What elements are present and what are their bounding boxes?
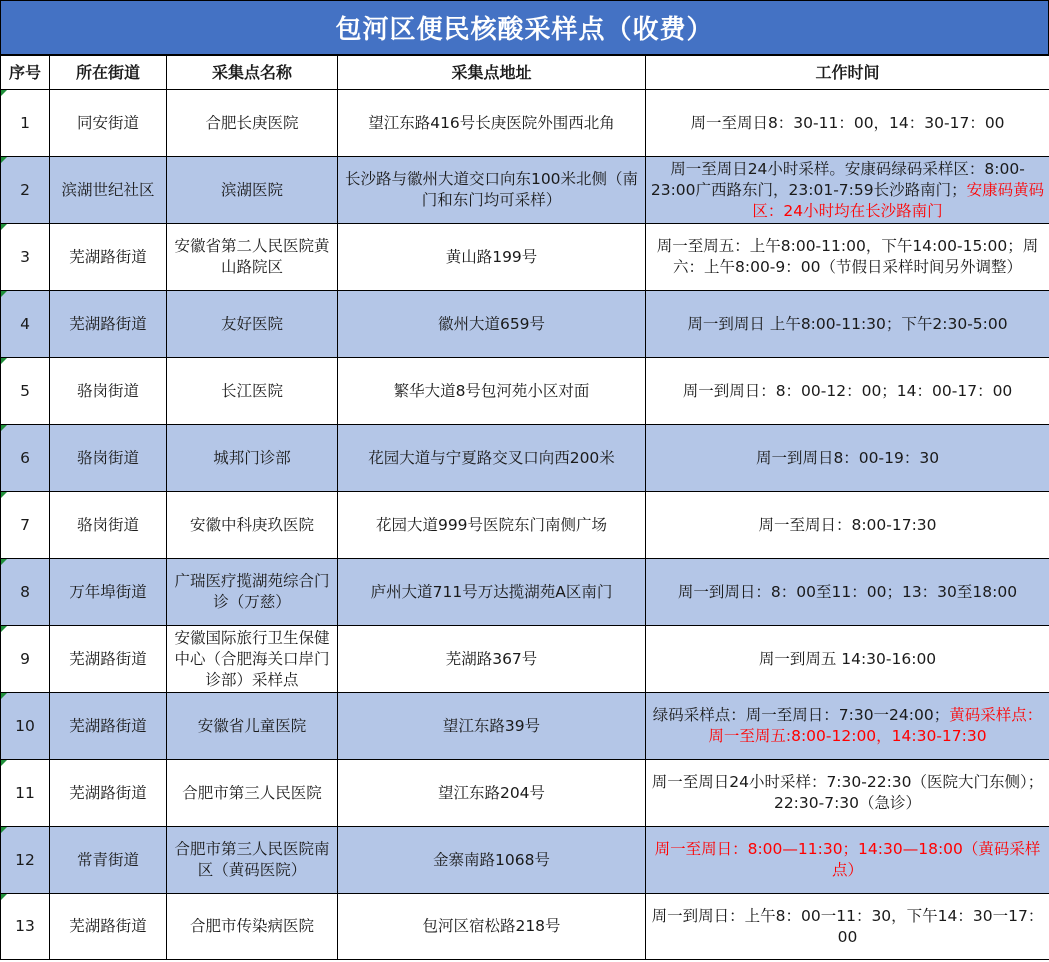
work-time-normal: 周一至周五：上午8:00-11:00，下午14:00-15:00；周六：上午8:00-9：00（节假日采样时间另外调整） bbox=[656, 237, 1039, 276]
cell-marker-icon bbox=[1, 157, 7, 163]
cell-name-text: 长江医院 bbox=[220, 381, 283, 400]
cell-street-text: 常青街道 bbox=[76, 850, 139, 869]
cell-name[interactable] bbox=[167, 90, 338, 157]
work-time-normal: 周一到周日 上午8:00-11:30；下午2:30-5:00 bbox=[687, 314, 1008, 333]
cell-street-text: 芜湖路街道 bbox=[69, 716, 147, 735]
cell-no-text: 4 bbox=[20, 314, 30, 333]
cell-street[interactable] bbox=[50, 492, 167, 559]
cell-marker-icon bbox=[1, 626, 7, 632]
cell-address-text: 芜湖路367号 bbox=[445, 649, 538, 668]
cell-no[interactable] bbox=[1, 224, 50, 291]
cell-name-text: 合肥市传染病医院 bbox=[189, 917, 314, 935]
cell-street-text: 骆岗街道 bbox=[76, 448, 139, 467]
cell-no-text: 5 bbox=[20, 381, 30, 400]
table-row bbox=[1, 693, 1049, 760]
table-row bbox=[1, 157, 1049, 224]
cell-street-text: 芜湖路街道 bbox=[69, 649, 147, 668]
cell-address[interactable] bbox=[338, 224, 646, 291]
cell-address[interactable] bbox=[338, 693, 646, 760]
cell-street[interactable] bbox=[50, 291, 167, 358]
cell-name-text: 安徽中科庚玖医院 bbox=[189, 515, 314, 534]
cell-name[interactable] bbox=[167, 358, 338, 425]
cell-no-text: 6 bbox=[20, 448, 30, 467]
cell-work-time[interactable] bbox=[646, 492, 1049, 559]
cell-marker-icon bbox=[1, 827, 7, 833]
cell-address-text: 繁华大道8号包河苑小区对面 bbox=[393, 381, 590, 400]
cell-no[interactable] bbox=[1, 358, 50, 425]
cell-work-time[interactable] bbox=[646, 358, 1049, 425]
cell-work-time[interactable] bbox=[646, 760, 1049, 827]
cell-address[interactable] bbox=[338, 157, 646, 224]
work-time-text bbox=[650, 582, 1045, 603]
cell-marker-icon bbox=[1, 894, 7, 900]
cell-work-time[interactable] bbox=[646, 559, 1049, 626]
cell-address[interactable] bbox=[338, 291, 646, 358]
work-time-text bbox=[650, 705, 1045, 747]
work-time-normal: 周一到周日：上午8：00一11：30，下午14：30一17：00 bbox=[651, 906, 1044, 946]
cell-street-text: 骆岗街道 bbox=[76, 515, 139, 534]
work-time-highlight: 周一至周日：8:00—11:30；14:30—18:00（黄码采样点） bbox=[654, 840, 1041, 879]
cell-street-text: 芜湖路街道 bbox=[69, 917, 147, 935]
table-row bbox=[1, 827, 1049, 894]
cell-address-text: 徽州大道659号 bbox=[437, 314, 546, 333]
cell-address[interactable] bbox=[338, 626, 646, 693]
header-row bbox=[1, 56, 1049, 90]
table-row bbox=[1, 90, 1049, 157]
table-row bbox=[1, 894, 1049, 960]
header-name[interactable]: 采集点名称 bbox=[167, 56, 338, 90]
cell-no-text: 10 bbox=[15, 716, 35, 735]
cell-street[interactable] bbox=[50, 827, 167, 894]
cell-street-text: 同安街道 bbox=[76, 113, 139, 132]
cell-name[interactable] bbox=[167, 291, 338, 358]
cell-work-time[interactable] bbox=[646, 626, 1049, 693]
cell-no[interactable] bbox=[1, 559, 50, 626]
cell-name[interactable] bbox=[167, 894, 338, 960]
cell-address-text: 庐州大道711号万达揽湖苑A区南门 bbox=[370, 582, 613, 601]
cell-no[interactable] bbox=[1, 90, 50, 157]
cell-name-text: 安徽省儿童医院 bbox=[197, 716, 307, 735]
cell-work-time[interactable] bbox=[646, 90, 1049, 157]
cell-address[interactable] bbox=[338, 425, 646, 492]
cell-name[interactable] bbox=[167, 425, 338, 492]
cell-address[interactable] bbox=[338, 358, 646, 425]
work-time-text bbox=[650, 448, 1045, 469]
cell-no-text: 9 bbox=[20, 649, 30, 668]
cell-no[interactable] bbox=[1, 157, 50, 224]
cell-name-text: 滨湖医院 bbox=[220, 180, 283, 199]
cell-street[interactable] bbox=[50, 90, 167, 157]
cell-name-text: 广瑞医疗揽湖苑综合门诊（万慈） bbox=[174, 572, 330, 611]
cell-work-time[interactable] bbox=[646, 425, 1049, 492]
work-time-normal: 周一到周日：8：00-12：00；14：00-17：00 bbox=[682, 381, 1013, 400]
cell-name[interactable] bbox=[167, 626, 338, 693]
cell-address-text: 包河区宿松路218号 bbox=[422, 917, 561, 935]
work-time-text bbox=[650, 515, 1045, 536]
cell-street[interactable] bbox=[50, 157, 167, 224]
cell-no-text: 7 bbox=[20, 515, 30, 534]
cell-work-time[interactable] bbox=[646, 224, 1049, 291]
cell-street-text: 芜湖路街道 bbox=[69, 783, 147, 802]
work-time-text bbox=[650, 314, 1045, 335]
cell-address-text: 长沙路与徽州大道交口向东100米北侧（南门和东门均可采样） bbox=[344, 170, 639, 209]
cell-no-text: 3 bbox=[20, 247, 30, 266]
cell-work-time[interactable] bbox=[646, 291, 1049, 358]
cell-address[interactable] bbox=[338, 90, 646, 157]
cell-name[interactable] bbox=[167, 693, 338, 760]
work-time-text bbox=[650, 236, 1045, 278]
work-time-highlight: 黄码采样点：周一至周五:8:00-12:00，14:30-17:30 bbox=[708, 706, 1043, 745]
cell-address-text: 黄山路199号 bbox=[445, 247, 538, 266]
cell-name[interactable] bbox=[167, 224, 338, 291]
cell-street[interactable] bbox=[50, 425, 167, 492]
cell-marker-icon bbox=[1, 693, 7, 699]
cell-address[interactable] bbox=[338, 559, 646, 626]
sheet-title[interactable]: 包河区便民核酸采样点（收费） bbox=[0, 0, 1049, 55]
cell-work-time[interactable] bbox=[646, 894, 1049, 960]
work-time-text bbox=[650, 159, 1045, 222]
cell-no[interactable] bbox=[1, 894, 50, 960]
cell-street[interactable] bbox=[50, 358, 167, 425]
cell-no[interactable] bbox=[1, 827, 50, 894]
cell-name-text: 合肥长庚医院 bbox=[205, 113, 299, 132]
work-time-text bbox=[650, 772, 1045, 814]
cell-address-text: 花园大道999号医院东门南侧广场 bbox=[375, 515, 608, 534]
cell-name[interactable] bbox=[167, 827, 338, 894]
cell-name[interactable] bbox=[167, 760, 338, 827]
cell-no[interactable] bbox=[1, 626, 50, 693]
cell-street[interactable] bbox=[50, 626, 167, 693]
cell-street-text: 骆岗街道 bbox=[76, 381, 139, 400]
cell-no-text: 13 bbox=[15, 917, 35, 935]
cell-no[interactable] bbox=[1, 760, 50, 827]
cell-street-text: 芜湖路街道 bbox=[69, 314, 147, 333]
cell-address-text: 花园大道与宁夏路交叉口向西200米 bbox=[368, 448, 615, 467]
work-time-text bbox=[650, 839, 1045, 881]
work-time-normal: 周一至周日24小时采样：7:30-22:30（医院大门东侧）；22:30-7:30（急诊） bbox=[651, 773, 1044, 812]
cell-no[interactable] bbox=[1, 492, 50, 559]
header-address[interactable]: 采集点地址 bbox=[338, 56, 646, 90]
cell-no-text: 12 bbox=[15, 850, 35, 869]
cell-address-text: 望江东路416号长庚医院外围西北角 bbox=[368, 113, 615, 132]
cell-address[interactable] bbox=[338, 827, 646, 894]
cell-no[interactable] bbox=[1, 425, 50, 492]
table-row bbox=[1, 425, 1049, 492]
cell-street[interactable] bbox=[50, 559, 167, 626]
work-time-text bbox=[650, 113, 1045, 134]
header-no[interactable]: 序号 bbox=[1, 56, 50, 90]
cell-address[interactable] bbox=[338, 760, 646, 827]
cell-no[interactable] bbox=[1, 693, 50, 760]
cell-street-text: 滨湖世纪社区 bbox=[61, 180, 155, 199]
cell-name-text: 安徽省第二人民医院黄山路院区 bbox=[174, 237, 330, 276]
cell-street-text: 芜湖路街道 bbox=[69, 247, 147, 266]
cell-marker-icon bbox=[1, 760, 7, 766]
cell-work-time[interactable] bbox=[646, 827, 1049, 894]
cell-no-text: 8 bbox=[20, 582, 30, 601]
work-time-text bbox=[650, 381, 1045, 402]
cell-address-text: 望江东路204号 bbox=[437, 783, 546, 802]
cell-name-text: 安徽国际旅行卫生保健中心（合肥海关口岸门诊部）采样点 bbox=[174, 628, 330, 689]
work-time-normal: 周一到周日：8：00至11：00；13：30至18:00 bbox=[677, 582, 1018, 601]
cell-street[interactable] bbox=[50, 760, 167, 827]
cell-no[interactable] bbox=[1, 291, 50, 358]
cell-address-text: 望江东路39号 bbox=[442, 716, 541, 735]
cell-name[interactable] bbox=[167, 157, 338, 224]
cell-no-text: 1 bbox=[20, 113, 30, 132]
table-row bbox=[1, 358, 1049, 425]
table-row bbox=[1, 626, 1049, 693]
header-street[interactable]: 所在街道 bbox=[50, 56, 167, 90]
cell-name[interactable] bbox=[167, 559, 338, 626]
cell-marker-icon bbox=[1, 291, 7, 297]
cell-marker-icon bbox=[1, 492, 7, 498]
table-row bbox=[1, 760, 1049, 827]
cell-name-text: 友好医院 bbox=[220, 314, 283, 333]
cell-address-text: 金寨南路1068号 bbox=[433, 850, 550, 869]
table-row bbox=[1, 492, 1049, 559]
cell-street[interactable] bbox=[50, 224, 167, 291]
cell-name-text: 合肥市第三人民医院南区（黄码医院） bbox=[174, 840, 330, 879]
work-time-highlight: 安康码黄码区：24小时均在长沙路南门 bbox=[752, 180, 1045, 220]
cell-street[interactable] bbox=[50, 894, 167, 960]
cell-work-time[interactable] bbox=[646, 157, 1049, 224]
cell-marker-icon bbox=[1, 425, 7, 431]
cell-name[interactable] bbox=[167, 492, 338, 559]
table-body bbox=[1, 90, 1049, 960]
work-time-normal: 周一到周日8：00-19：30 bbox=[755, 448, 940, 467]
table-row bbox=[1, 559, 1049, 626]
work-time-normal: 周一到周五 14:30-16:00 bbox=[758, 649, 937, 668]
cell-name-text: 城邦门诊部 bbox=[213, 448, 291, 467]
table-row bbox=[1, 291, 1049, 358]
cell-street[interactable] bbox=[50, 693, 167, 760]
cell-marker-icon bbox=[1, 90, 7, 96]
work-time-text bbox=[650, 906, 1045, 948]
work-time-normal: 绿码采样点：周一至周日：7:30一24:00； bbox=[652, 706, 950, 724]
cell-address[interactable] bbox=[338, 492, 646, 559]
work-time-normal: 周一至周日：8:00-17:30 bbox=[758, 515, 937, 534]
cell-no-text: 11 bbox=[15, 783, 35, 802]
cell-name-text: 合肥市第三人民医院 bbox=[182, 783, 322, 802]
work-time-normal: 周一至周日8：30-11：00，14：30-17：00 bbox=[690, 113, 1005, 132]
cell-work-time[interactable] bbox=[646, 693, 1049, 760]
cell-marker-icon bbox=[1, 559, 7, 565]
work-time-text bbox=[650, 649, 1045, 670]
table-row bbox=[1, 224, 1049, 291]
sampling-sites-table bbox=[0, 55, 1049, 960]
cell-marker-icon bbox=[1, 358, 7, 364]
cell-no-text: 2 bbox=[20, 180, 30, 199]
work-time-normal: 周一至周日24小时采样。安康码绿码采样区：8:00-23:00广西路东门，23:01-7:59长沙路南门； bbox=[650, 159, 1025, 199]
cell-address[interactable] bbox=[338, 894, 646, 960]
cell-marker-icon bbox=[1, 224, 7, 230]
header-work-time[interactable]: 工作时间 bbox=[646, 56, 1049, 90]
cell-street-text: 万年埠街道 bbox=[69, 582, 147, 601]
